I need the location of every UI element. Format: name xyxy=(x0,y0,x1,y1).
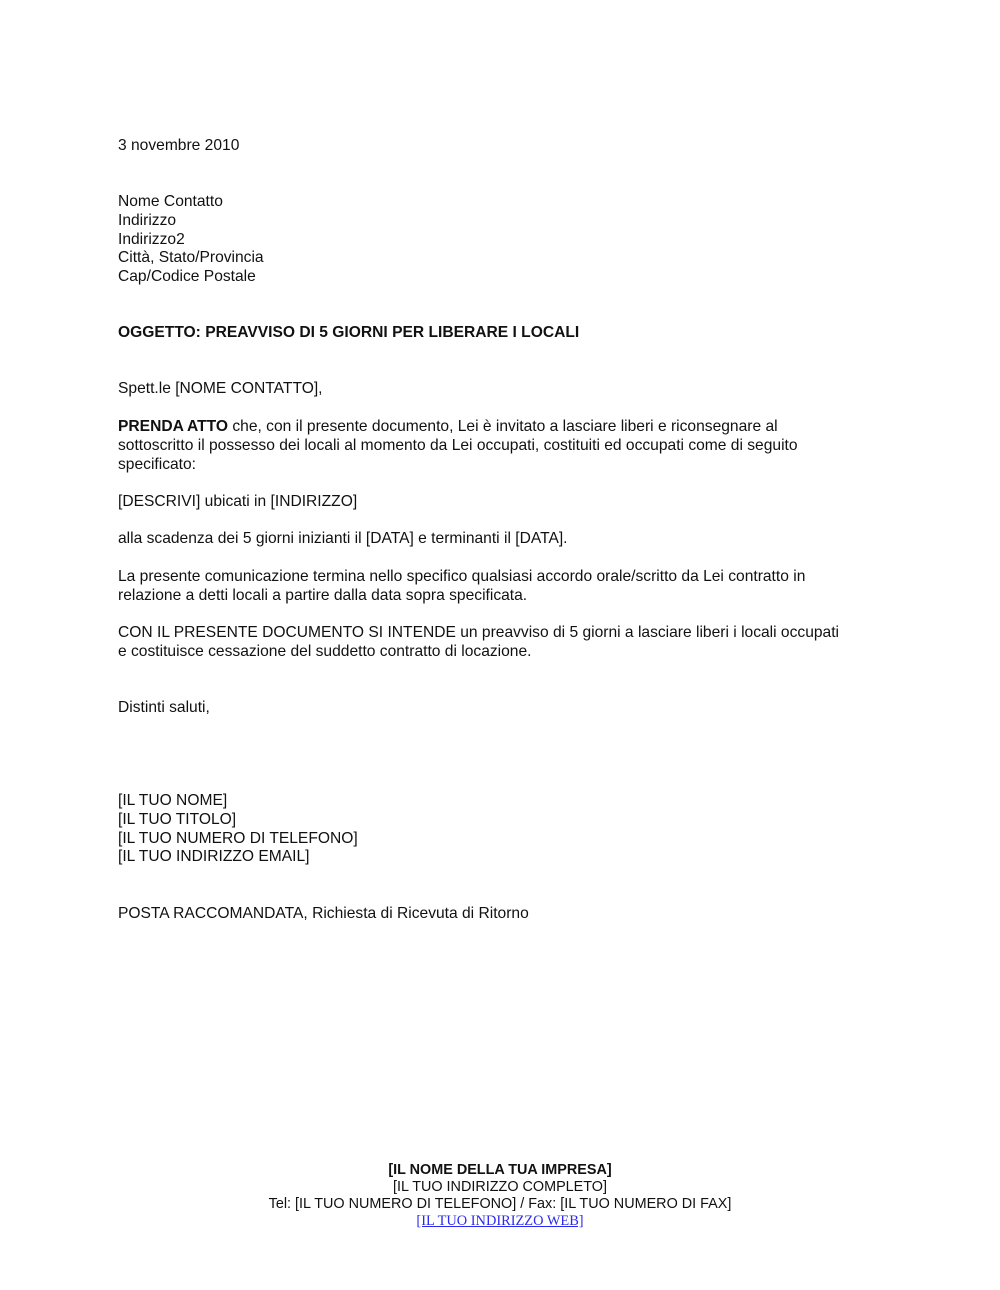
signature-name: [IL TUO NOME] xyxy=(118,792,228,809)
notice-line-3: specificato: xyxy=(118,455,197,473)
paragraph-deadline: alla scadenza dei 5 giorni inizianti il [DATA] e terminanti il [DATA]. xyxy=(118,530,568,547)
signature-block xyxy=(118,792,358,867)
signature-title: [IL TUO TITOLO] xyxy=(118,810,237,828)
letter-subject: OGGETTO: PREAVVISO DI 5 GIORNI PER LIBERARE I LOCALI xyxy=(118,324,580,341)
notice-bold-lead: PRENDA ATTO xyxy=(118,418,229,435)
paragraph-formal-notice xyxy=(118,624,888,662)
formal-notice-line-1: CON IL PRESENTE DOCUMENTO SI INTENDE un preavviso di 5 giorni a lasciare liberi i locali occupati xyxy=(118,624,840,641)
formal-notice-line-2: e costituisce cessazione del suddetto contratto di locazione. xyxy=(118,642,532,660)
recipient-postal-code: Cap/Codice Postale xyxy=(118,268,256,286)
closing: Distinti saluti, xyxy=(118,699,210,716)
recipient-address xyxy=(118,193,264,287)
recipient-address-line1: Indirizzo xyxy=(118,211,177,229)
footer-full-address: [IL TUO INDIRIZZO COMPLETO] xyxy=(392,1179,608,1195)
delivery-note: POSTA RACCOMANDATA, Richiesta di Ricevuta di Ritorno xyxy=(118,905,529,922)
footer-company-name: [IL NOME DELLA TUA IMPRESA] xyxy=(388,1162,612,1178)
signature-email: [IL TUO INDIRIZZO EMAIL] xyxy=(118,848,310,866)
termination-line-2: relazione a detti locali a partire dalla data sopra specificata. xyxy=(118,586,528,604)
notice-line-1: che, con il presente documento, Lei è invitato a lasciare liberi e riconsegnare al xyxy=(228,418,778,435)
recipient-city: Città, Stato/Provincia xyxy=(118,249,264,267)
paragraph-termination xyxy=(118,568,888,606)
recipient-name: Nome Contatto xyxy=(118,193,223,210)
notice-line-2: sottoscritto il possesso dei locali al momento da Lei occupati, costituiti ed occupati come di seguito xyxy=(118,436,798,454)
letter-date: 3 novembre 2010 xyxy=(118,137,240,154)
recipient-address-line2: Indirizzo2 xyxy=(118,230,185,248)
termination-line-1: La presente comunicazione termina nello specifico qualsiasi accordo orale/scritto da Lei contratto in xyxy=(118,568,806,585)
paragraph-notice xyxy=(118,418,888,474)
signature-phone: [IL TUO NUMERO DI TELEFONO] xyxy=(118,829,358,847)
paragraph-premises: [DESCRIVI] ubicati in [INDIRIZZO] xyxy=(118,493,358,510)
footer-website-link[interactable]: [IL TUO INDIRIZZO WEB] xyxy=(416,1213,584,1229)
letterhead-footer xyxy=(0,1162,1000,1230)
footer-contact-line: Tel: [IL TUO NUMERO DI TELEFONO] / Fax: [IL TUO NUMERO DI FAX] xyxy=(268,1196,732,1212)
salutation: Spett.le [NOME CONTATTO], xyxy=(118,380,323,397)
